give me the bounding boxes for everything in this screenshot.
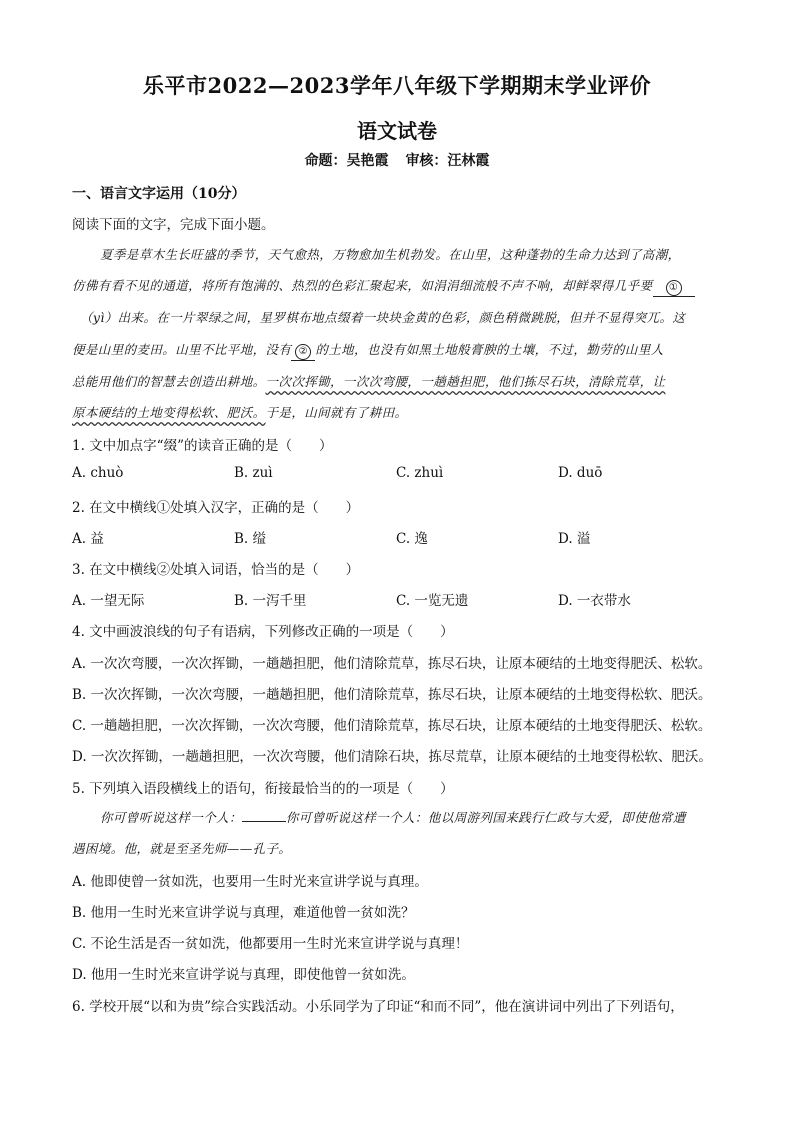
passage-line-5-text: 总能用他们的智慧去创造出耕地。 [72, 374, 266, 389]
q5-option-c[interactable]: C. 不论生活是否一贫如洗，他都要用一生时光来宣讲学说与真理！ [72, 936, 469, 952]
passage-line-6 [72, 403, 724, 421]
q5-option-b[interactable]: B. 他用一生时光来宣讲学说与真理，难道他曾一贫如洗？ [72, 905, 415, 921]
passage-line-1: 夏季是草木生长旺盛的季节，天气愈热，万物愈加生机勃发。在山里，这种蓬勃的生命力达到了高潮， [100, 247, 681, 262]
wavy-sentence-part-1: 一次次挥锄，一次次弯腰，一趟趟担肥，他们拣尽石块，清除荒草，让 [265, 374, 666, 389]
q5-blank [242, 809, 286, 822]
q1-option-b[interactable]: B. zuì [234, 465, 273, 481]
passage-line-2 [72, 276, 724, 297]
q5-paragraph-b: 你可曾听说这样一个人：他以周游列国来践行仁政与大爱，即使他常遭 [285, 810, 686, 825]
author-label: 命题：吴艳霞 [304, 153, 389, 169]
q4-option-c[interactable]: C. 一趟趟担肥，一次次挥锄，一次次弯腰，他们清除荒草，拣尽石块，让原本硬结的土地变得肥沃、松软。 [72, 718, 712, 734]
q1-option-c[interactable]: C. zhuì [396, 465, 444, 481]
q2-option-d[interactable]: D. 溢 [558, 531, 591, 547]
q5-paragraph-a: 你可曾听说这样一个人： [100, 810, 242, 825]
section-heading: 一、语言文字运用（10分） [72, 186, 246, 202]
passage-line-4-text-b: 的土地，也没有如黑土地般膏腴的土壤，不过，勤劳的山里人 [315, 342, 664, 357]
exam-subtitle: 语文试卷 [357, 119, 437, 143]
section-instruction: 阅读下面的文字，完成下面小题。 [72, 217, 275, 233]
blank-1 [653, 278, 695, 297]
q5-paragraph-line-1 [100, 808, 724, 826]
blank-2 [291, 342, 315, 361]
q4-option-a[interactable]: A. 一次次弯腰，一次次挥锄，一趟趟担肥，他们清除荒草，拣尽石块，让原本硬结的土地变得肥沃、松软。 [72, 656, 712, 672]
passage-line-6-text: 于是，山间就有了耕田。 [265, 405, 408, 420]
passage-line-5 [72, 372, 724, 390]
passage-line-4-text-a: 便是山里的麦田。山里不比平地，没有 [72, 342, 292, 357]
q2-option-c[interactable]: C. 逸 [396, 531, 428, 547]
question-2-stem: 2. 在文中横线①处填入汉字，正确的是（ ） [72, 500, 360, 516]
question-1-stem: 1. 文中加点字“缀”的读音正确的是（ ） [72, 438, 333, 454]
q1-option-d[interactable]: D. duō [558, 465, 603, 481]
blank-1-mark: ① [666, 280, 682, 296]
q4-option-b[interactable]: B. 一次次挥锄，一次次弯腰，一趟趟担肥，他们清除荒草，拣尽石块，让原本硬结的土地变得松软、肥沃。 [72, 687, 712, 703]
question-5-stem: 5. 下列填入语段横线上的语句，衔接最恰当的的一项是（ ） [72, 781, 454, 797]
passage-line-2-text: 仿佛有看不见的通道，将所有饱满的、热烈的色彩汇聚起来，如涓涓细流般不声不响，却鲜翠得几乎要 [72, 278, 653, 293]
q2-option-b[interactable]: B. 缢 [234, 531, 267, 547]
q4-option-d[interactable]: D. 一次次挥锄，一趟趟担肥，一次次弯腰，他们清除石块，拣尽荒草，让原本硬结的土地变得松软、肥沃。 [72, 749, 712, 765]
q5-option-a[interactable]: A. 他即使曾一贫如洗，也要用一生时光来宣讲学说与真理。 [72, 874, 428, 890]
q5-option-d[interactable]: D. 他用一生时光来宣讲学说与真理，即使他曾一贫如洗。 [72, 967, 415, 983]
wavy-sentence-part-2: 原本硬结的土地变得松软、肥沃。 [72, 405, 266, 420]
passage-line-3: （yì）出来。在一片翠绿之间，星罗棋布地点缀着一块块金黄的色彩，颜色稍微跳脱，但并不显得突兀。这 [80, 310, 686, 325]
q5-paragraph-line-2: 遇困境。他，就是至圣先师——孔子。 [72, 841, 292, 856]
q2-option-a[interactable]: A. 益 [72, 531, 104, 547]
exam-credits [0, 150, 794, 170]
q1-option-a[interactable]: A. chuò [72, 465, 124, 481]
question-6-stem: 6. 学校开展“以和为贵”综合实践活动。小乐同学为了印证“和而不同”，他在演讲词中列出了下列语句， [72, 999, 684, 1015]
q3-option-c[interactable]: C. 一览无遗 [396, 593, 469, 609]
question-4-stem: 4. 文中画波浪线的句子有语病，下列修改正确的一项是（ ） [72, 624, 454, 640]
exam-title: 乐平市2022—2023学年八年级下学期期末学业评价 [143, 73, 651, 98]
reviewer-label: 审核：汪林霞 [405, 153, 490, 169]
q3-option-d[interactable]: D. 一衣带水 [558, 593, 631, 609]
question-3-stem: 3. 在文中横线②处填入词语，恰当的是（ ） [72, 562, 360, 578]
passage-line-4 [72, 340, 724, 361]
blank-2-mark: ② [295, 344, 311, 360]
q3-option-a[interactable]: A. 一望无际 [72, 593, 145, 609]
q3-option-b[interactable]: B. 一泻千里 [234, 593, 307, 609]
